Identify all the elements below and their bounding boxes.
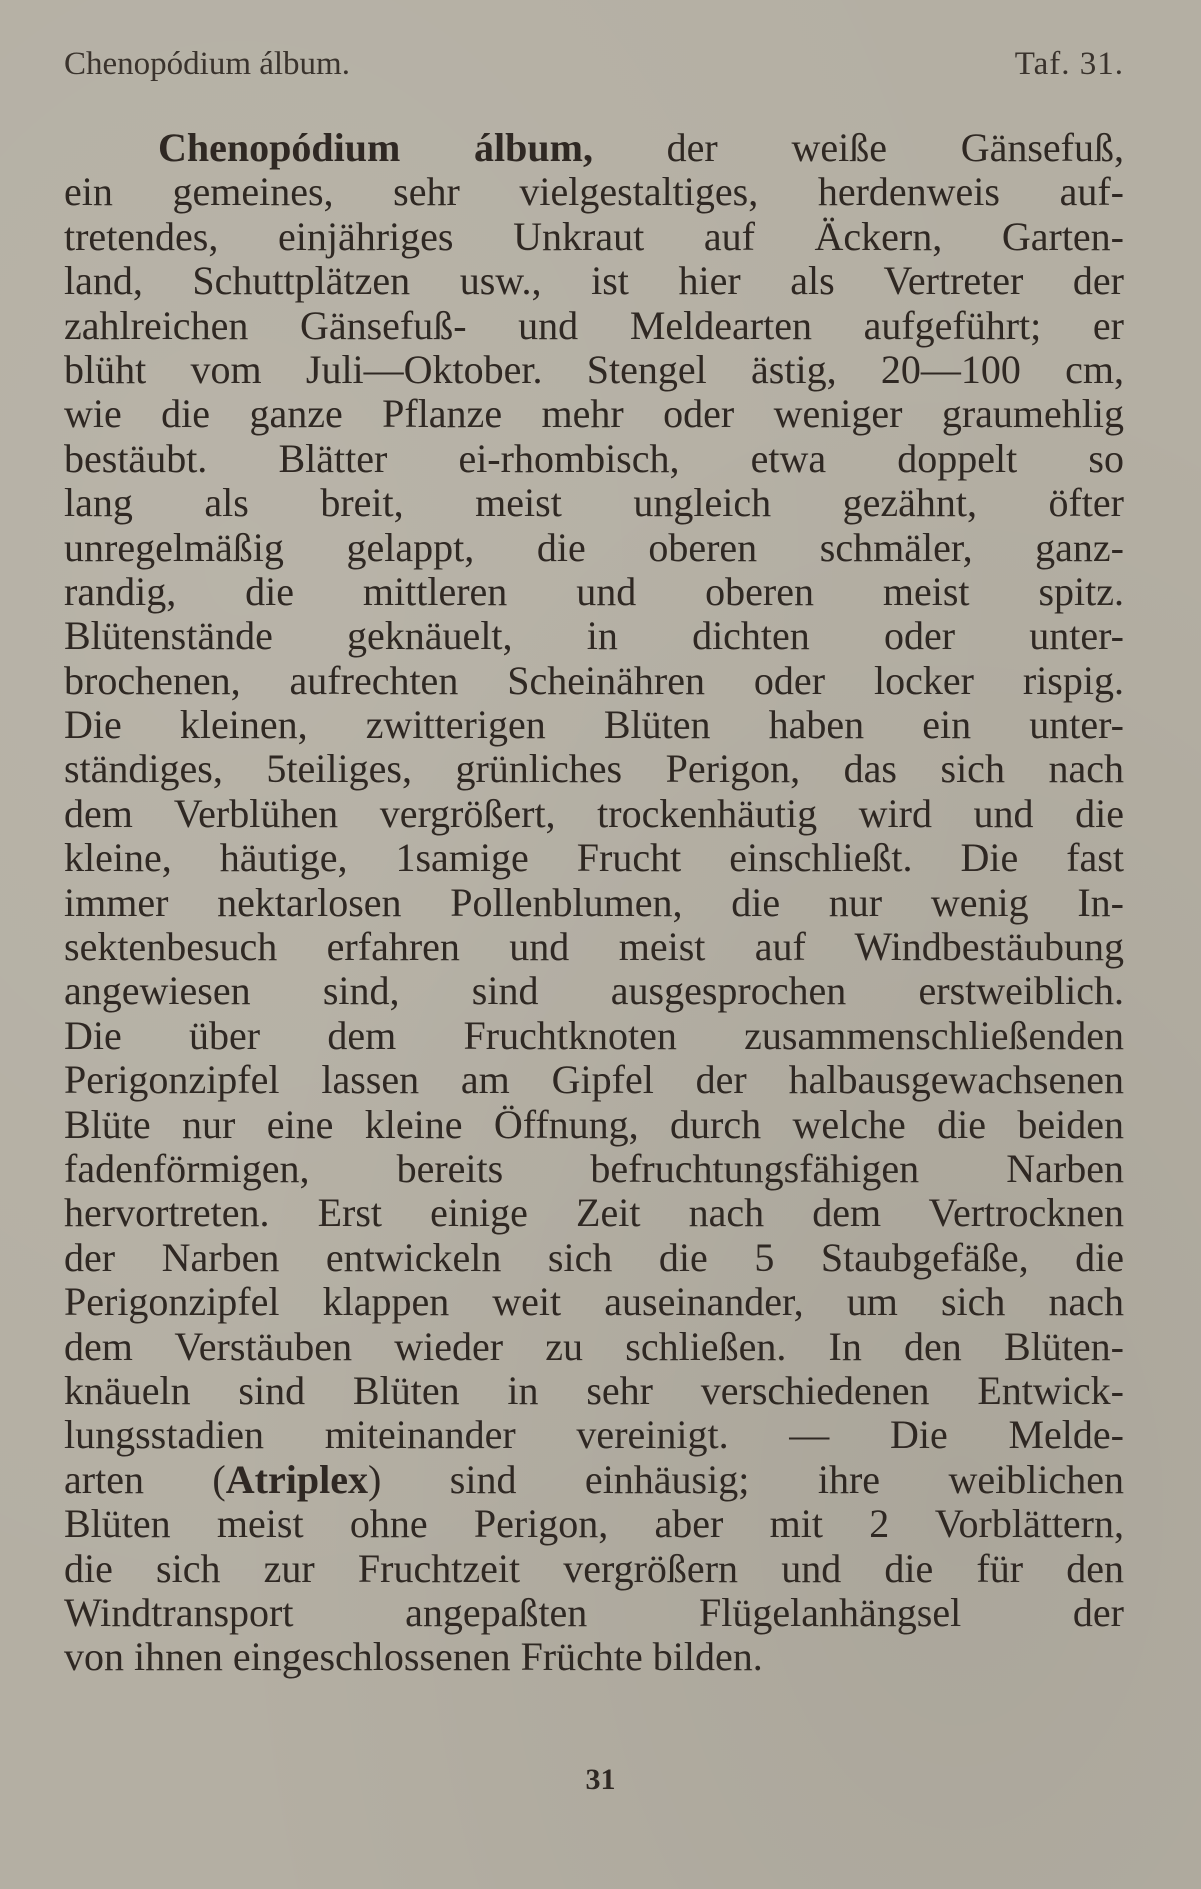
text-line: Blüten meist ohne Perigon, aber mit 2 Vorblättern, bbox=[64, 1501, 1124, 1547]
text-line: angewiesen sind, sind ausgesprochen erstweiblich. bbox=[64, 968, 1124, 1014]
text-line: ständiges, 5teiliges, grünliches Perigon, das sich nach bbox=[64, 746, 1124, 792]
text-line: ein gemeines, sehr vielgestaltiges, herdenweis auf- bbox=[64, 169, 1124, 215]
text-line: sektenbesuch erfahren und meist auf Windbestäubung bbox=[64, 924, 1124, 970]
text-line: randig, die mittleren und oberen meist spitz. bbox=[64, 568, 1124, 614]
text-line: unregelmäßig gelappt, die oberen schmäler, ganz- bbox=[64, 524, 1124, 570]
text-line: brochenen, aufrechten Scheinähren oder locker rispig. bbox=[64, 657, 1124, 703]
text-line: kleine, häutige, 1samige Frucht einschließt. Die fast bbox=[64, 835, 1124, 881]
page-number: 31 bbox=[585, 1763, 616, 1796]
text-line: blüht vom Juli—Oktober. Stengel ästig, 20—100 cm, bbox=[64, 346, 1124, 392]
text-line: wie die ganze Pflanze mehr oder weniger graumehlig bbox=[64, 391, 1124, 437]
text-line: immer nektarlosen Pollenblumen, die nur wenig In- bbox=[64, 879, 1124, 925]
text-line: knäueln sind Blüten in sehr verschiedenen Entwick- bbox=[64, 1367, 1124, 1413]
text-line: von ihnen eingeschlossenen Früchte bilden. bbox=[64, 1634, 763, 1680]
text-line: Die über dem Fruchtknoten zusammenschließenden bbox=[64, 1012, 1124, 1058]
text-line: Blüte nur eine kleine Öffnung, durch welche die beiden bbox=[64, 1101, 1124, 1147]
text-line: Die kleinen, zwitterigen Blüten haben ein unter- bbox=[64, 702, 1124, 748]
text-line: Perigonzipfel klappen weit auseinander, um sich nach bbox=[64, 1279, 1124, 1325]
text-line: Windtransport angepaßten Flügelanhängsel der bbox=[64, 1589, 1124, 1635]
text-line: lang als breit, meist ungleich gezähnt, öfter bbox=[64, 480, 1124, 526]
text-line: fadenförmigen, bereits befruchtungsfähigen Narben bbox=[64, 1145, 1124, 1191]
text-line: land, Schuttplätzen usw., ist hier als Vertreter der bbox=[64, 258, 1124, 304]
text-line: dem Verstäuben wieder zu schließen. In den Blüten- bbox=[64, 1323, 1124, 1369]
text-line: zahlreichen Gänsefuß- und Meldearten aufgeführt; er bbox=[64, 302, 1124, 348]
text-line: bestäubt. Blätter ei-rhombisch, etwa doppelt so bbox=[64, 435, 1124, 481]
text-line: arten (Atriplex) sind einhäusig; ihre weiblichen bbox=[64, 1456, 1125, 1502]
text-line: Perigonzipfel lassen am Gipfel der halbausgewachsenen bbox=[64, 1057, 1124, 1103]
text-line: tretendes, einjähriges Unkraut auf Äckern, Garten- bbox=[64, 213, 1124, 259]
text-line: hervortreten. Erst einige Zeit nach dem Vertrocknen bbox=[64, 1190, 1124, 1236]
text-line: die sich zur Fruchtzeit vergrößern und die für den bbox=[64, 1545, 1124, 1591]
header-species-name: Chenopódium álbum. bbox=[64, 46, 350, 82]
text-line: dem Verblühen vergrößert, trockenhäutig wird und die bbox=[64, 790, 1124, 836]
text-line: Chenopódium álbum, der weiße Gänsefuß, bbox=[158, 125, 1124, 170]
species-name-bold: Chenopódium álbum, bbox=[158, 125, 593, 170]
text-line: der Narben entwickeln sich die 5 Staubgefäße, die bbox=[64, 1234, 1124, 1280]
genus-name-bold: Atriplex bbox=[225, 1456, 368, 1502]
text-line: Blütenstände geknäuelt, in dichten oder unter- bbox=[64, 613, 1124, 659]
text-line: lungsstadien miteinander vereinigt. — Die Melde- bbox=[64, 1412, 1124, 1458]
header-plate-number: Taf. 31. bbox=[1014, 46, 1124, 82]
body-text bbox=[64, 126, 1124, 1680]
running-header bbox=[64, 46, 1124, 96]
